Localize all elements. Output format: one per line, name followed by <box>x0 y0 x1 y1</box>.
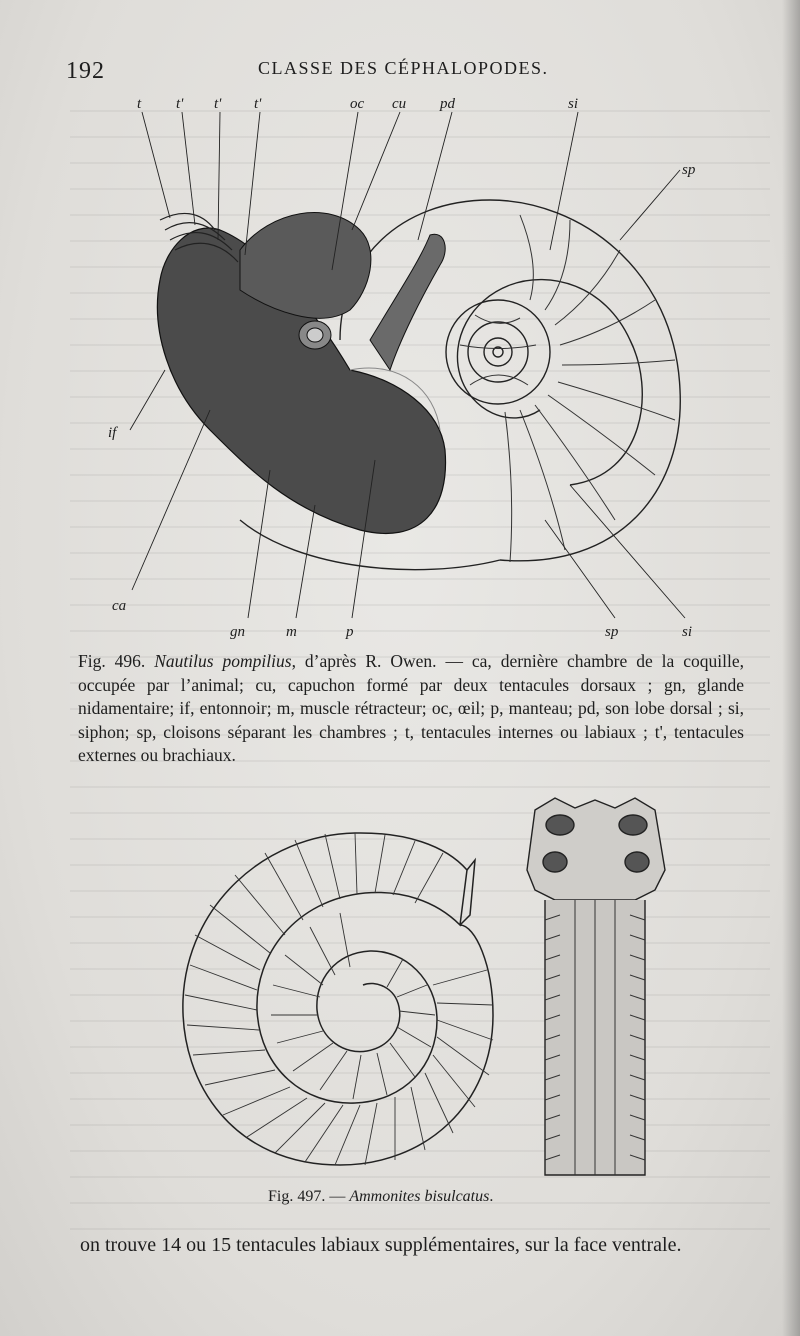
label-t: t <box>137 96 142 112</box>
label-oc: oc <box>350 96 365 112</box>
label-ca: ca <box>112 598 127 614</box>
label-t-prime-2: t' <box>214 96 222 112</box>
label-pd: pd <box>440 96 455 112</box>
ammonite-spiral-figure <box>175 815 505 1175</box>
figure-496-caption-text: , d’après R. Owen. — ca, dernière chambre de la coquille, occupée par l’animal; cu, capuchon formé par deux tentacules dorsaux ; gn, glande nidamentaire; if, entonnoir; m, muscle rétracteur; oc, œil; p, manteau; pd, son lobe dorsal ; si, siphon; sp, cloisons séparant les chambres ; t, tentacules internes ou labiaux ; t', tentacules externes ou brachiaux. <box>78 651 744 765</box>
ammonite-section-figure <box>515 790 675 1185</box>
label-t-prime-1: t' <box>176 96 184 112</box>
label-if: if <box>108 425 117 441</box>
figure-497-caption-end: . <box>489 1188 494 1205</box>
page-number: 192 <box>66 58 105 84</box>
label-gn: gn <box>230 624 245 640</box>
label-t-prime-3: t' <box>254 96 262 112</box>
figure-496-label: Fig. 496. <box>78 651 146 671</box>
label-sp-right: sp <box>682 162 696 178</box>
nautilus-figure <box>100 90 720 650</box>
running-title: CLASSE DES CÉPHALOPODES. <box>258 58 549 78</box>
figure-497-species: Ammonites bisulcatus <box>349 1188 490 1205</box>
figure-497-caption: Fig. 497. — Ammonites bisulcatus. <box>268 1188 494 1205</box>
label-p: p <box>346 624 354 640</box>
figure-496-species: Nautilus pompilius <box>154 651 292 671</box>
label-si-bottom: si <box>682 624 693 640</box>
label-si-top: si <box>568 96 579 112</box>
label-m: m <box>286 624 297 640</box>
figure-497-label: Fig. 497. <box>268 1188 326 1205</box>
page-edge-shadow <box>782 0 800 1336</box>
nautilus-body <box>157 213 445 534</box>
label-cu: cu <box>392 96 407 112</box>
body-paragraph: on trouve 14 ou 15 tentacules labiaux supplémentaires, sur la face ventrale. <box>80 1234 682 1256</box>
figure-496-caption <box>78 650 744 768</box>
label-sp-bottom: sp <box>605 624 619 640</box>
